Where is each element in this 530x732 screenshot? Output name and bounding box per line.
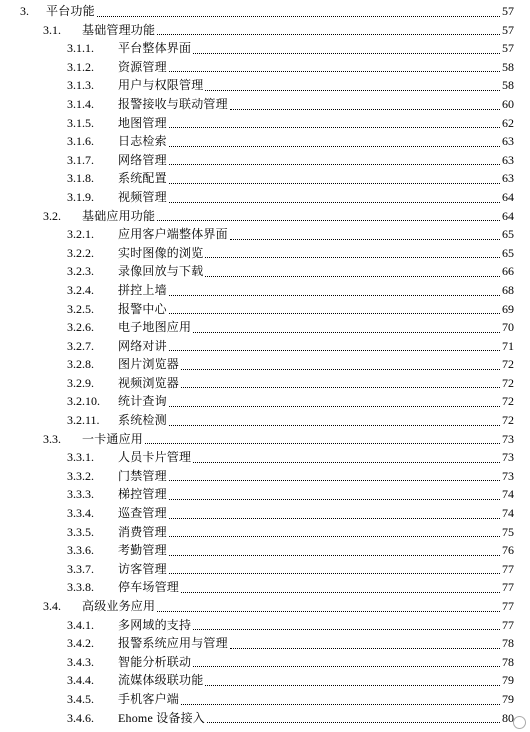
dot-leader bbox=[207, 721, 500, 723]
dot-leader bbox=[169, 294, 500, 296]
toc-entry-line bbox=[118, 467, 514, 486]
section-number: 3.1.3. bbox=[67, 78, 94, 93]
toc-entry-line bbox=[118, 76, 514, 95]
page-number: 73 bbox=[501, 467, 514, 486]
section-title: 梯控管理 bbox=[118, 485, 168, 504]
section-number: 3.2.11. bbox=[67, 413, 100, 428]
toc-entry-level-3[interactable] bbox=[0, 653, 530, 672]
section-title: 基础应用功能 bbox=[82, 207, 156, 226]
toc-entry-line bbox=[118, 39, 514, 58]
dot-leader bbox=[157, 33, 500, 35]
section-number: 3.3.2. bbox=[67, 468, 94, 483]
section-number: 3.2.3. bbox=[67, 264, 94, 279]
toc-entry-line bbox=[118, 411, 514, 430]
page-number: 69 bbox=[501, 300, 514, 319]
toc-entry-level-3[interactable] bbox=[0, 39, 530, 58]
toc-entry-line bbox=[118, 448, 514, 467]
page-number: 79 bbox=[501, 690, 514, 709]
section-title: 地图管理 bbox=[118, 114, 168, 133]
toc-entry-line bbox=[118, 300, 514, 319]
section-number: 3.3.8. bbox=[67, 580, 94, 595]
dot-leader bbox=[193, 331, 500, 333]
page-number: 66 bbox=[501, 262, 514, 281]
page-number: 74 bbox=[501, 485, 514, 504]
toc-entry-line bbox=[118, 523, 514, 542]
dot-leader bbox=[169, 126, 500, 128]
toc-entry-line bbox=[118, 132, 514, 151]
section-title: 停车场管理 bbox=[118, 578, 180, 597]
section-title: 手机客户端 bbox=[118, 690, 180, 709]
section-title: 网络对讲 bbox=[118, 337, 168, 356]
section-title: 考勤管理 bbox=[118, 541, 168, 560]
toc-entry-line bbox=[118, 151, 514, 170]
toc-entry-level-3[interactable] bbox=[0, 448, 530, 467]
section-number: 3.1.1. bbox=[67, 41, 94, 56]
dot-leader bbox=[169, 145, 500, 147]
page-number: 64 bbox=[501, 207, 514, 226]
section-title: 应用客户端整体界面 bbox=[118, 225, 229, 244]
page-number: 76 bbox=[501, 541, 514, 560]
section-number: 3.4.4. bbox=[67, 673, 94, 688]
toc-entry-level-3[interactable] bbox=[0, 392, 530, 411]
dot-leader bbox=[145, 442, 500, 444]
toc-entry-level-3[interactable] bbox=[0, 281, 530, 300]
toc-entry-line bbox=[118, 541, 514, 560]
page-number: 77 bbox=[501, 560, 514, 579]
dot-leader bbox=[157, 610, 500, 612]
dot-leader bbox=[181, 703, 500, 705]
dot-leader bbox=[193, 628, 500, 630]
dot-leader bbox=[169, 349, 500, 351]
page-number: 68 bbox=[501, 281, 514, 300]
dot-leader bbox=[169, 535, 500, 537]
section-number: 3.3. bbox=[43, 431, 61, 446]
section-number: 3.1. bbox=[43, 22, 61, 37]
toc-entry-level-2[interactable] bbox=[0, 430, 530, 449]
section-title: 报警接收与联动管理 bbox=[118, 95, 229, 114]
section-title: 实时图像的浏览 bbox=[118, 244, 204, 263]
section-number: 3.2.5. bbox=[67, 301, 94, 316]
toc-entry-line bbox=[118, 188, 514, 207]
page-number: 58 bbox=[501, 76, 514, 95]
toc-entry-line bbox=[118, 337, 514, 356]
page-number: 58 bbox=[501, 58, 514, 77]
dot-leader bbox=[205, 256, 500, 258]
watermark bbox=[513, 716, 526, 729]
section-number: 3.4. bbox=[43, 599, 61, 613]
section-number: 3.1.8. bbox=[67, 171, 94, 186]
dot-leader bbox=[169, 479, 500, 481]
section-title: 门禁管理 bbox=[118, 467, 168, 486]
section-number: 3.4.3. bbox=[67, 654, 94, 669]
page-number: 78 bbox=[501, 653, 514, 672]
section-title: 访客管理 bbox=[118, 560, 168, 579]
toc-entry-line bbox=[118, 355, 514, 374]
toc-entry-level-3[interactable] bbox=[0, 523, 530, 542]
dot-leader bbox=[230, 647, 500, 649]
section-title: 资源管理 bbox=[118, 58, 168, 77]
page-number: 72 bbox=[501, 355, 514, 374]
section-number: 3.3.1. bbox=[67, 450, 94, 465]
page-number: 62 bbox=[501, 114, 514, 133]
toc-entry-level-3[interactable] bbox=[0, 337, 530, 356]
section-title: 流媒体级联功能 bbox=[118, 671, 204, 690]
toc-entry-level-3[interactable] bbox=[0, 709, 530, 728]
section-number: 3.4.6. bbox=[67, 710, 94, 725]
toc-entry-level-3[interactable] bbox=[0, 262, 530, 281]
dot-leader bbox=[169, 163, 500, 165]
section-number: 3.3.7. bbox=[67, 561, 94, 576]
section-number: 3.3.4. bbox=[67, 506, 94, 521]
dot-leader bbox=[193, 665, 500, 667]
page-number: 74 bbox=[501, 504, 514, 523]
toc-entry-level-1[interactable] bbox=[0, 2, 530, 21]
section-title: 平台整体界面 bbox=[118, 39, 192, 58]
toc-entry-line bbox=[118, 58, 514, 77]
page-number: 72 bbox=[501, 411, 514, 430]
section-number: 3.3.3. bbox=[67, 487, 94, 502]
page-number: 63 bbox=[501, 132, 514, 151]
section-title: 多网域的支持 bbox=[118, 616, 192, 635]
toc-entry-line bbox=[118, 281, 514, 300]
section-number: 3.3.6. bbox=[67, 543, 94, 558]
section-title: 视频管理 bbox=[118, 188, 168, 207]
dot-leader bbox=[169, 70, 500, 72]
section-title: 人员卡片管理 bbox=[118, 448, 192, 467]
section-title: 日志检索 bbox=[118, 132, 168, 151]
toc-entry-line bbox=[118, 95, 514, 114]
dot-leader bbox=[169, 424, 500, 426]
page-number: 60 bbox=[501, 95, 514, 114]
toc-entry-line bbox=[118, 616, 514, 635]
page-number: 65 bbox=[501, 225, 514, 244]
section-number: 3.3.5. bbox=[67, 524, 94, 539]
toc-entry-line bbox=[118, 225, 514, 244]
page-number: 65 bbox=[501, 244, 514, 263]
toc-entry-level-3[interactable] bbox=[0, 151, 530, 170]
dot-leader bbox=[169, 182, 500, 184]
page-number: 57 bbox=[501, 21, 514, 40]
toc-entry-level-3[interactable] bbox=[0, 634, 530, 653]
toc-entry-line bbox=[82, 430, 514, 449]
toc-entry-line bbox=[118, 114, 514, 133]
toc-entry-line bbox=[118, 578, 514, 597]
dot-leader bbox=[169, 201, 500, 203]
section-title: 报警系统应用与管理 bbox=[118, 634, 229, 653]
section-number: 3.1.9. bbox=[67, 189, 94, 204]
dot-leader bbox=[181, 386, 500, 388]
dot-leader bbox=[169, 554, 500, 556]
section-title: 智能分析联动 bbox=[118, 653, 192, 672]
section-number: 3.2.8. bbox=[67, 357, 94, 372]
dot-leader bbox=[205, 275, 500, 277]
toc-entry-level-3[interactable] bbox=[0, 58, 530, 77]
dot-leader bbox=[169, 312, 500, 314]
section-number: 3. bbox=[20, 4, 29, 18]
section-title: 录像回放与下载 bbox=[118, 262, 204, 281]
section-number: 3.4.5. bbox=[67, 691, 94, 706]
section-title: 平台功能 bbox=[46, 2, 96, 21]
toc-entry-level-3[interactable] bbox=[0, 95, 530, 114]
section-title: 基础管理功能 bbox=[82, 21, 156, 40]
section-number: 3.2.7. bbox=[67, 338, 94, 353]
dot-leader bbox=[181, 591, 500, 593]
toc-entry-line bbox=[118, 169, 514, 188]
section-title: 拼控上墙 bbox=[118, 281, 168, 300]
toc-entry-level-3[interactable] bbox=[0, 560, 530, 579]
page-number: 72 bbox=[501, 392, 514, 411]
page-number: 73 bbox=[501, 430, 514, 449]
toc-entry-line bbox=[82, 207, 514, 226]
section-number: 3.4.1. bbox=[67, 617, 94, 632]
dot-leader bbox=[169, 405, 500, 407]
dot-leader bbox=[169, 498, 500, 500]
toc-entry-line bbox=[118, 671, 514, 690]
section-number: 3.2. bbox=[43, 208, 61, 223]
toc-entry-level-3[interactable] bbox=[0, 374, 530, 393]
dot-leader bbox=[230, 238, 500, 240]
section-number: 3.1.5. bbox=[67, 115, 94, 130]
section-title: 电子地图应用 bbox=[118, 318, 192, 337]
dot-leader bbox=[169, 572, 500, 574]
toc-entry-level-3[interactable] bbox=[0, 541, 530, 560]
page-number: 73 bbox=[501, 448, 514, 467]
section-number: 3.4.2. bbox=[67, 636, 94, 651]
section-title: 图片浏览器 bbox=[118, 355, 180, 374]
dot-leader bbox=[181, 368, 500, 370]
page-number: 71 bbox=[501, 337, 514, 356]
dot-leader bbox=[169, 517, 500, 519]
toc-entry-level-3[interactable] bbox=[0, 690, 530, 709]
toc-entry-level-3[interactable] bbox=[0, 132, 530, 151]
toc-entry-level-3[interactable] bbox=[0, 169, 530, 188]
page-number: 63 bbox=[501, 151, 514, 170]
toc-entry-line bbox=[118, 374, 514, 393]
toc-entry-line bbox=[82, 21, 514, 40]
toc-entry-level-3[interactable] bbox=[0, 114, 530, 133]
page-number: 75 bbox=[501, 523, 514, 542]
toc-entry-line bbox=[118, 709, 514, 728]
toc-entry-line bbox=[118, 690, 514, 709]
section-title: 报警中心 bbox=[118, 300, 168, 319]
section-number: 3.2.4. bbox=[67, 282, 94, 297]
toc-entry-level-3[interactable] bbox=[0, 671, 530, 690]
dot-leader bbox=[193, 461, 500, 463]
toc-entry-line bbox=[118, 560, 514, 579]
toc-entry-line bbox=[118, 244, 514, 263]
section-number: 3.1.6. bbox=[67, 134, 94, 149]
toc-entry-level-3[interactable] bbox=[0, 616, 530, 635]
section-number: 3.1.7. bbox=[67, 152, 94, 167]
toc-entry-level-3[interactable] bbox=[0, 411, 530, 430]
section-number: 3.2.10. bbox=[67, 394, 100, 409]
section-title: 消费管理 bbox=[118, 523, 168, 542]
toc-entry-level-3[interactable] bbox=[0, 485, 530, 504]
section-number: 3.2.9. bbox=[67, 375, 94, 390]
toc-entry-level-2[interactable] bbox=[0, 207, 530, 226]
section-number: 3.2.6. bbox=[67, 320, 94, 335]
section-title: 巡查管理 bbox=[118, 504, 168, 523]
section-title: 统计查询 bbox=[118, 392, 168, 411]
section-title: 视频浏览器 bbox=[118, 374, 180, 393]
toc-entry-line bbox=[118, 504, 514, 523]
section-title: 系统检测 bbox=[118, 411, 168, 430]
toc-entry-level-3[interactable] bbox=[0, 76, 530, 95]
page-number: 77 bbox=[501, 578, 514, 597]
page-number: 72 bbox=[501, 374, 514, 393]
page-number: 63 bbox=[501, 169, 514, 188]
page-number: 70 bbox=[501, 318, 514, 337]
toc-entry-level-2[interactable] bbox=[0, 597, 530, 616]
section-title: 高级业务应用 bbox=[82, 597, 156, 616]
dot-leader bbox=[193, 52, 500, 54]
section-number: 3.2.2. bbox=[67, 245, 94, 260]
toc-entry-line bbox=[118, 262, 514, 281]
dot-leader bbox=[157, 219, 500, 221]
toc-entry-line bbox=[118, 653, 514, 672]
page-number: 57 bbox=[501, 39, 514, 58]
dot-leader bbox=[205, 684, 500, 686]
toc-entry-level-3[interactable] bbox=[0, 244, 530, 263]
toc-entry-line bbox=[118, 392, 514, 411]
toc-entry-level-3[interactable] bbox=[0, 355, 530, 374]
page-number: 77 bbox=[501, 616, 514, 635]
page-number: 64 bbox=[501, 188, 514, 207]
toc-entry-line bbox=[118, 485, 514, 504]
wechat-logo-icon bbox=[513, 716, 526, 729]
section-title: 系统配置 bbox=[118, 169, 168, 188]
toc-entry-level-3[interactable] bbox=[0, 300, 530, 319]
page-number: 77 bbox=[501, 597, 514, 616]
section-title: 网络管理 bbox=[118, 151, 168, 170]
page-number: 78 bbox=[501, 634, 514, 653]
toc-entry-level-3[interactable] bbox=[0, 188, 530, 207]
page-number: 79 bbox=[501, 671, 514, 690]
toc-entry-level-3[interactable] bbox=[0, 318, 530, 337]
toc-entry-level-3[interactable] bbox=[0, 578, 530, 597]
section-title: Ehome 设备接入 bbox=[118, 709, 206, 728]
table-of-contents bbox=[0, 2, 530, 727]
toc-entry-line bbox=[82, 597, 514, 616]
section-number: 3.1.2. bbox=[67, 59, 94, 74]
section-number: 3.2.1. bbox=[67, 227, 94, 242]
toc-entry-level-3[interactable] bbox=[0, 225, 530, 244]
toc-entry-level-2[interactable] bbox=[0, 21, 530, 40]
section-title: 用户与权限管理 bbox=[118, 76, 204, 95]
page-number: 80 bbox=[501, 709, 514, 728]
page-number: 57 bbox=[501, 2, 514, 21]
dot-leader bbox=[230, 108, 500, 110]
toc-entry-line bbox=[118, 634, 514, 653]
dot-leader bbox=[205, 89, 500, 91]
toc-entry-line bbox=[46, 2, 514, 21]
toc-entry-line bbox=[118, 318, 514, 337]
dot-leader bbox=[97, 15, 500, 17]
toc-entry-level-3[interactable] bbox=[0, 467, 530, 486]
section-number: 3.1.4. bbox=[67, 96, 94, 111]
toc-entry-level-3[interactable] bbox=[0, 504, 530, 523]
section-title: 一卡通应用 bbox=[82, 430, 144, 449]
